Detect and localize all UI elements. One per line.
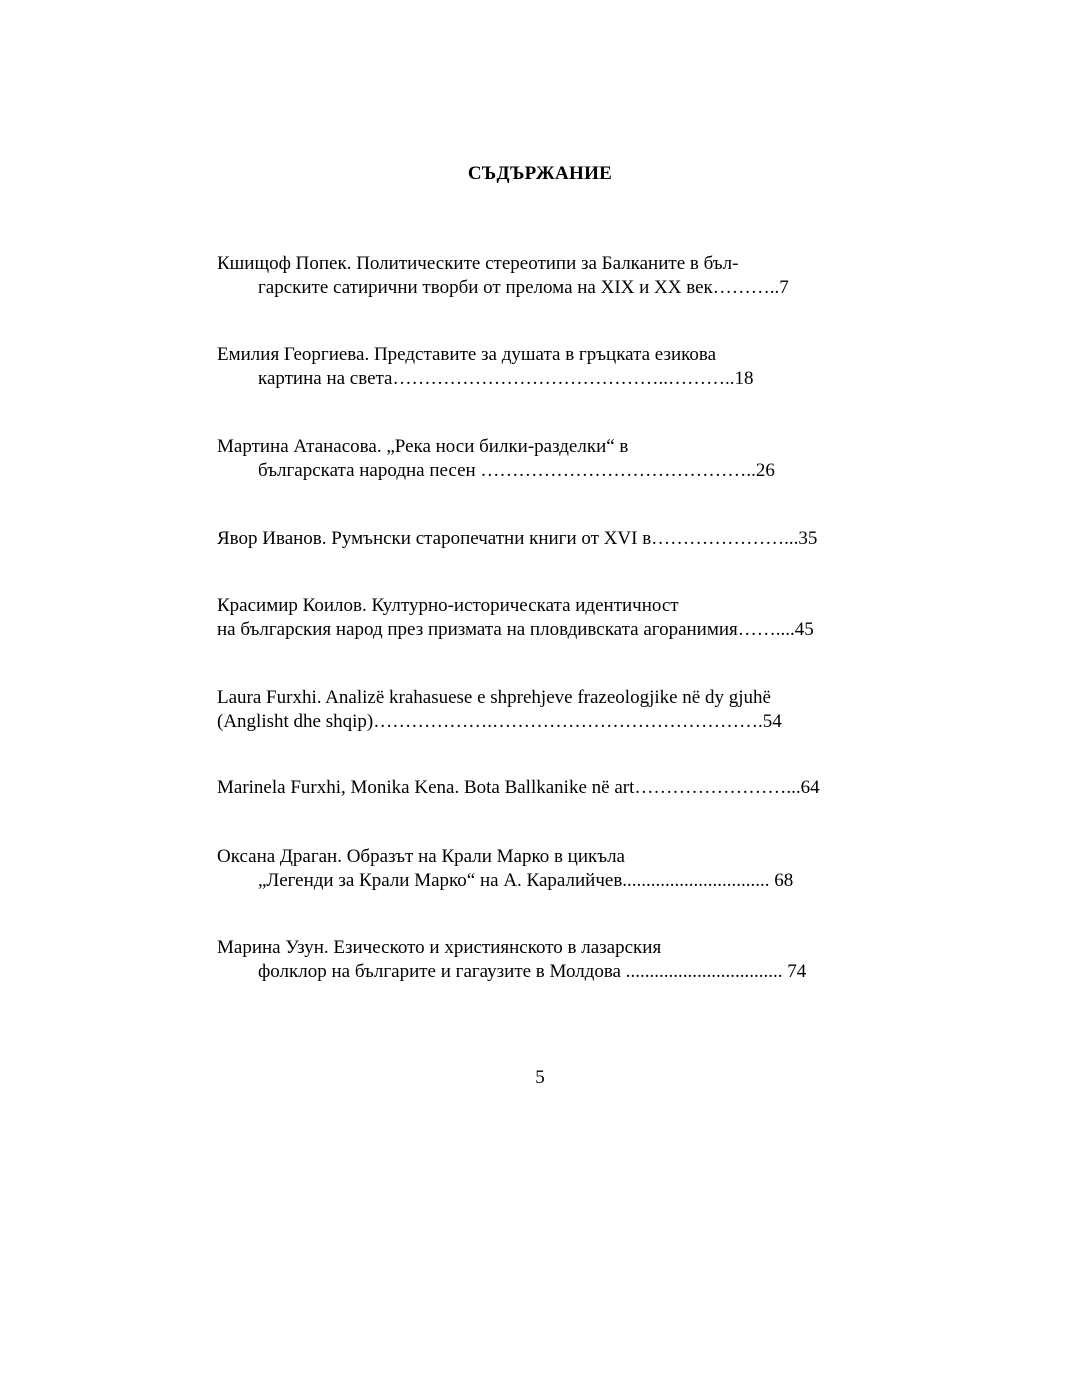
toc-entry-line: Оксана Драган. Образът на Крали Марко в цикъла <box>217 846 625 867</box>
toc-entry-line: Явор Иванов. Румънски старопечатни книги от XVI в…………………...35 <box>217 528 818 549</box>
toc-entry-line: картина на света……………………………………..………..18 <box>258 368 754 389</box>
toc-entry <box>217 776 820 800</box>
toc-entry-line: (Anglisht dhe shqip)……………….…………………………………….54 <box>217 711 782 732</box>
toc-entry-line: Кшищоф Попек. Политическите стереотипи за Балканите в бъл- <box>217 253 739 274</box>
toc-title: СЪДЪРЖАНИЕ <box>467 163 613 184</box>
toc-entry <box>217 527 817 551</box>
toc-entry <box>217 845 793 893</box>
toc-entry <box>217 252 789 300</box>
toc-entry <box>217 435 775 483</box>
toc-entry-line: гарските сатирични творби от прелома на XIX и XX век………..7 <box>258 277 789 298</box>
toc-entry-line: фолклор на българите и гагаузите в Молдова ................................. 74 <box>258 961 807 982</box>
toc-entry-line: на българския народ през призмата на пловдивската агоранимия……....45 <box>217 619 814 640</box>
toc-entry <box>217 343 754 391</box>
toc-entry-line: Marinela Furxhi, Monika Kena. Bota Ballkanike në art……………………...64 <box>217 777 820 798</box>
toc-entry-line: Красимир Коилов. Културно-историческата идентичност <box>217 595 679 616</box>
toc-entry-line: Laura Furxhi. Analizë krahasuese e shprehjeve frazeologjike në dy gjuhë <box>217 687 771 708</box>
toc-entry <box>217 936 806 984</box>
toc-entry <box>217 594 814 642</box>
toc-entry-line: „Легенди за Крали Марко“ на А. Каралийчев............................... 68 <box>258 870 794 891</box>
toc-entry-line: българската народна песен ……………………………………..26 <box>258 460 775 481</box>
toc-entry <box>217 686 782 734</box>
page-number: 5 <box>535 1067 545 1088</box>
toc-entry-line: Марина Узун. Езическото и християнското в лазарския <box>217 937 662 958</box>
toc-entry-line: Емилия Георгиева. Представите за душата в гръцката езикова <box>217 344 717 365</box>
toc-entry-line: Мартина Атанасова. „Река носи билки-разделки“ в <box>217 436 629 457</box>
